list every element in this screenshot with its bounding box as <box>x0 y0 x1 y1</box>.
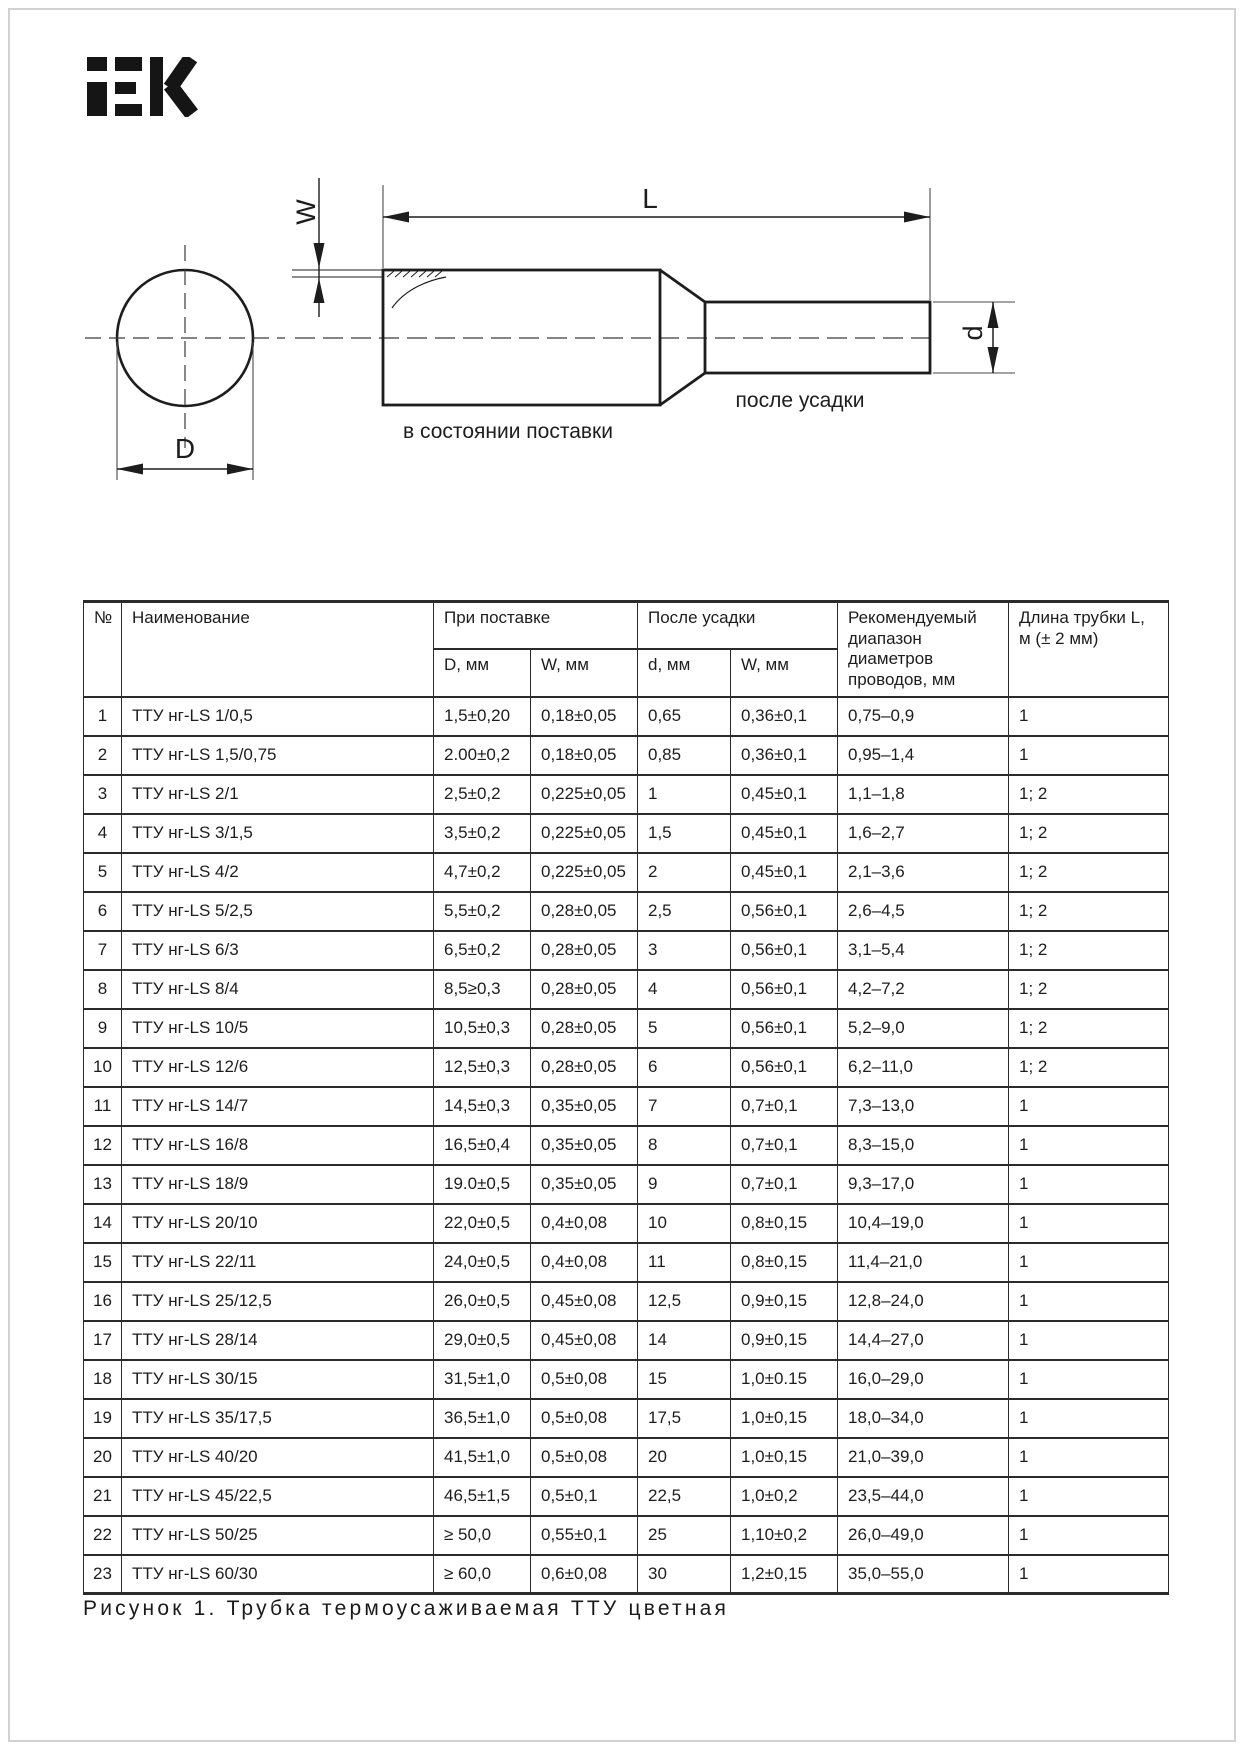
value-cell: 1; 2 <box>1009 931 1169 970</box>
value-cell: ≥ 50,0 <box>434 1516 531 1555</box>
row-number-cell: 10 <box>84 1048 122 1087</box>
value-cell: 8,3–15,0 <box>838 1126 1009 1165</box>
value-cell: 1,0±0.15 <box>731 1360 838 1399</box>
value-cell: 1 <box>1009 1282 1169 1321</box>
table-row <box>84 1321 1169 1360</box>
value-cell: 11,4–21,0 <box>838 1243 1009 1282</box>
value-cell: 0,56±0,1 <box>731 1009 838 1048</box>
logo-k-lower-arm <box>170 85 192 114</box>
value-cell: 1 <box>638 775 731 814</box>
row-number-cell: 12 <box>84 1126 122 1165</box>
value-cell: 1 <box>1009 1087 1169 1126</box>
value-cell: 1 <box>1009 1516 1169 1555</box>
value-cell: 1,5±0,20 <box>434 697 531 736</box>
header-name: Наименование <box>122 602 434 697</box>
header-d-mm: d, мм <box>638 649 731 697</box>
value-cell: 1,6–2,7 <box>838 814 1009 853</box>
header-num: № <box>84 602 122 697</box>
value-cell: 3 <box>638 931 731 970</box>
value-cell: 0,7±0,1 <box>731 1165 838 1204</box>
value-cell: 25 <box>638 1516 731 1555</box>
value-cell: 2,6–4,5 <box>838 892 1009 931</box>
value-cell: 6,5±0,2 <box>434 931 531 970</box>
row-number-cell: 11 <box>84 1087 122 1126</box>
table-row <box>84 697 1169 736</box>
value-cell: 8 <box>638 1126 731 1165</box>
logo-i-dot <box>87 57 107 71</box>
row-number-cell: 13 <box>84 1165 122 1204</box>
row-number-cell: 7 <box>84 931 122 970</box>
row-number-cell: 15 <box>84 1243 122 1282</box>
row-number-cell: 14 <box>84 1204 122 1243</box>
value-cell: 4 <box>638 970 731 1009</box>
header-tube-length: Длина трубки L, м (± 2 мм) <box>1009 602 1169 697</box>
value-cell: 0,225±0,05 <box>531 853 638 892</box>
spec-table-body <box>84 697 1169 1594</box>
value-cell: 1 <box>1009 1321 1169 1360</box>
value-cell: 0,6±0,08 <box>531 1555 638 1594</box>
product-name-cell: ТТУ нг-LS 40/20 <box>122 1438 434 1477</box>
value-cell: 2 <box>638 853 731 892</box>
d-arrow-left <box>117 464 143 475</box>
value-cell: 12,5 <box>638 1282 731 1321</box>
product-name-cell: ТТУ нг-LS 1,5/0,75 <box>122 736 434 775</box>
product-name-cell: ТТУ нг-LS 4/2 <box>122 853 434 892</box>
value-cell: 6,2–11,0 <box>838 1048 1009 1087</box>
value-cell: ≥ 60,0 <box>434 1555 531 1594</box>
value-cell: 14,4–27,0 <box>838 1321 1009 1360</box>
value-cell: 0,28±0,05 <box>531 892 638 931</box>
product-name-cell: ТТУ нг-LS 2/1 <box>122 775 434 814</box>
small-d-arrow-up <box>988 302 999 328</box>
product-name-cell: ТТУ нг-LS 50/25 <box>122 1516 434 1555</box>
value-cell: 0,4±0,08 <box>531 1204 638 1243</box>
value-cell: 0,35±0,05 <box>531 1087 638 1126</box>
logo-e-mid <box>115 82 136 94</box>
product-name-cell: ТТУ нг-LS 5/2,5 <box>122 892 434 931</box>
value-cell: 1 <box>1009 1438 1169 1477</box>
value-cell: 18,0–34,0 <box>838 1399 1009 1438</box>
small-d-arrow-down <box>988 347 999 373</box>
technical-drawing <box>0 150 1244 510</box>
value-cell: 2,5 <box>638 892 731 931</box>
value-cell: 19.0±0,5 <box>434 1165 531 1204</box>
tube-shrunk-body <box>705 302 930 373</box>
w-arrow-up <box>314 278 325 303</box>
value-cell: 26,0±0,5 <box>434 1282 531 1321</box>
table-row <box>84 1087 1169 1126</box>
row-number-cell: 4 <box>84 814 122 853</box>
value-cell: 0,75–0,9 <box>838 697 1009 736</box>
value-cell: 0,9±0,15 <box>731 1282 838 1321</box>
value-cell: 21,0–39,0 <box>838 1438 1009 1477</box>
table-row <box>84 931 1169 970</box>
value-cell: 1 <box>1009 1165 1169 1204</box>
table-row <box>84 1399 1169 1438</box>
value-cell: 1,0±0,15 <box>731 1399 838 1438</box>
value-cell: 20 <box>638 1438 731 1477</box>
row-number-cell: 20 <box>84 1438 122 1477</box>
value-cell: 11 <box>638 1243 731 1282</box>
value-cell: 5,2–9,0 <box>838 1009 1009 1048</box>
logo-e-top <box>115 57 142 71</box>
value-cell: 9,3–17,0 <box>838 1165 1009 1204</box>
value-cell: 0,225±0,05 <box>531 775 638 814</box>
value-cell: 1; 2 <box>1009 970 1169 1009</box>
value-cell: 0,56±0,1 <box>731 1048 838 1087</box>
w-arrow-down <box>314 243 325 268</box>
table-row <box>84 1126 1169 1165</box>
row-number-cell: 23 <box>84 1555 122 1594</box>
value-cell: 31,5±1,0 <box>434 1360 531 1399</box>
value-cell: 1,2±0,15 <box>731 1555 838 1594</box>
value-cell: 0,28±0,05 <box>531 1048 638 1087</box>
logo-k-stem <box>150 57 163 116</box>
value-cell: 14,5±0,3 <box>434 1087 531 1126</box>
value-cell: 0,36±0,1 <box>731 736 838 775</box>
label-D: D <box>174 433 196 464</box>
value-cell: 0,45±0,1 <box>731 853 838 892</box>
value-cell: 0,7±0,1 <box>731 1126 838 1165</box>
value-cell: 14 <box>638 1321 731 1360</box>
value-cell: 0,225±0,05 <box>531 814 638 853</box>
value-cell: 24,0±0,5 <box>434 1243 531 1282</box>
product-name-cell: ТТУ нг-LS 16/8 <box>122 1126 434 1165</box>
value-cell: 46,5±1,5 <box>434 1477 531 1516</box>
product-name-cell: ТТУ нг-LS 1/0,5 <box>122 697 434 736</box>
iek-logo <box>87 57 199 117</box>
header-W2-mm: W, мм <box>731 649 838 697</box>
value-cell: 0,36±0,1 <box>731 697 838 736</box>
l-arrow-left <box>383 212 409 223</box>
product-name-cell: ТТУ нг-LS 20/10 <box>122 1204 434 1243</box>
value-cell: 8,5≥0,3 <box>434 970 531 1009</box>
value-cell: 0,35±0,05 <box>531 1165 638 1204</box>
table-row <box>84 1360 1169 1399</box>
product-name-cell: ТТУ нг-LS 60/30 <box>122 1555 434 1594</box>
row-number-cell: 8 <box>84 970 122 1009</box>
taper-bottom <box>660 373 705 405</box>
product-name-cell: ТТУ нг-LS 14/7 <box>122 1087 434 1126</box>
header-recommended-range: Рекомендуемый диапазон диаметров проводов, мм <box>838 602 1009 697</box>
value-cell: 4,7±0,2 <box>434 853 531 892</box>
table-row <box>84 1165 1169 1204</box>
value-cell: 35,0–55,0 <box>838 1555 1009 1594</box>
value-cell: 0,55±0,1 <box>531 1516 638 1555</box>
value-cell: 9 <box>638 1165 731 1204</box>
value-cell: 30 <box>638 1555 731 1594</box>
table-row <box>84 1438 1169 1477</box>
row-number-cell: 22 <box>84 1516 122 1555</box>
value-cell: 1 <box>1009 1399 1169 1438</box>
value-cell: 0,7±0,1 <box>731 1087 838 1126</box>
value-cell: 17,5 <box>638 1399 731 1438</box>
value-cell: 1; 2 <box>1009 853 1169 892</box>
value-cell: 41,5±1,0 <box>434 1438 531 1477</box>
value-cell: 0,45±0,08 <box>531 1282 638 1321</box>
value-cell: 1,0±0,15 <box>731 1438 838 1477</box>
table-row <box>84 1009 1169 1048</box>
value-cell: 2,1–3,6 <box>838 853 1009 892</box>
row-number-cell: 3 <box>84 775 122 814</box>
product-name-cell: ТТУ нг-LS 18/9 <box>122 1165 434 1204</box>
value-cell: 0,28±0,05 <box>531 970 638 1009</box>
value-cell: 0,5±0,08 <box>531 1399 638 1438</box>
value-cell: 10,4–19,0 <box>838 1204 1009 1243</box>
value-cell: 0,9±0,15 <box>731 1321 838 1360</box>
value-cell: 23,5–44,0 <box>838 1477 1009 1516</box>
row-number-cell: 6 <box>84 892 122 931</box>
value-cell: 36,5±1,0 <box>434 1399 531 1438</box>
header-W-mm: W, мм <box>531 649 638 697</box>
value-cell: 6 <box>638 1048 731 1087</box>
product-name-cell: ТТУ нг-LS 12/6 <box>122 1048 434 1087</box>
product-name-cell: ТТУ нг-LS 3/1,5 <box>122 814 434 853</box>
value-cell: 16,5±0,4 <box>434 1126 531 1165</box>
value-cell: 1,0±0,2 <box>731 1477 838 1516</box>
value-cell: 3,5±0,2 <box>434 814 531 853</box>
value-cell: 0,95–1,4 <box>838 736 1009 775</box>
value-cell: 0,65 <box>638 697 731 736</box>
value-cell: 1,5 <box>638 814 731 853</box>
product-name-cell: ТТУ нг-LS 30/15 <box>122 1360 434 1399</box>
value-cell: 0,56±0,1 <box>731 931 838 970</box>
value-cell: 2,5±0,2 <box>434 775 531 814</box>
row-number-cell: 9 <box>84 1009 122 1048</box>
value-cell: 0,4±0,08 <box>531 1243 638 1282</box>
label-W: W <box>291 199 321 225</box>
value-cell: 1 <box>1009 697 1169 736</box>
product-name-cell: ТТУ нг-LS 28/14 <box>122 1321 434 1360</box>
row-number-cell: 18 <box>84 1360 122 1399</box>
table-row <box>84 1477 1169 1516</box>
value-cell: 0,45±0,1 <box>731 775 838 814</box>
value-cell: 2.00±0,2 <box>434 736 531 775</box>
value-cell: 0,45±0,08 <box>531 1321 638 1360</box>
value-cell: 1; 2 <box>1009 1009 1169 1048</box>
table-row <box>84 853 1169 892</box>
table-row <box>84 1204 1169 1243</box>
value-cell: 1 <box>1009 1360 1169 1399</box>
value-cell: 15 <box>638 1360 731 1399</box>
header-D-mm: D, мм <box>434 649 531 697</box>
value-cell: 29,0±0,5 <box>434 1321 531 1360</box>
value-cell: 4,2–7,2 <box>838 970 1009 1009</box>
value-cell: 0,18±0,05 <box>531 697 638 736</box>
value-cell: 0,5±0,1 <box>531 1477 638 1516</box>
table-row <box>84 775 1169 814</box>
value-cell: 10 <box>638 1204 731 1243</box>
value-cell: 0,56±0,1 <box>731 892 838 931</box>
label-supplied-state: в состоянии поставки <box>403 420 613 443</box>
value-cell: 0,8±0,15 <box>731 1243 838 1282</box>
label-L: L <box>642 183 658 214</box>
value-cell: 1 <box>1009 1204 1169 1243</box>
header-after-shrink: После усадки <box>638 602 838 650</box>
value-cell: 7 <box>638 1087 731 1126</box>
value-cell: 1 <box>1009 1243 1169 1282</box>
value-cell: 1; 2 <box>1009 814 1169 853</box>
table-row <box>84 1048 1169 1087</box>
product-name-cell: ТТУ нг-LS 25/12,5 <box>122 1282 434 1321</box>
product-name-cell: ТТУ нг-LS 45/22,5 <box>122 1477 434 1516</box>
table-row <box>84 814 1169 853</box>
value-cell: 1 <box>1009 1555 1169 1594</box>
row-number-cell: 2 <box>84 736 122 775</box>
value-cell: 1,1–1,8 <box>838 775 1009 814</box>
product-name-cell: ТТУ нг-LS 22/11 <box>122 1243 434 1282</box>
table-row <box>84 892 1169 931</box>
value-cell: 0,56±0,1 <box>731 970 838 1009</box>
table-row <box>84 1282 1169 1321</box>
l-arrow-right <box>904 212 930 223</box>
value-cell: 0,5±0,08 <box>531 1438 638 1477</box>
value-cell: 1 <box>1009 1126 1169 1165</box>
value-cell: 5,5±0,2 <box>434 892 531 931</box>
product-name-cell: ТТУ нг-LS 35/17,5 <box>122 1399 434 1438</box>
row-number-cell: 21 <box>84 1477 122 1516</box>
row-number-cell: 19 <box>84 1399 122 1438</box>
value-cell: 1; 2 <box>1009 1048 1169 1087</box>
value-cell: 1; 2 <box>1009 892 1169 931</box>
value-cell: 1; 2 <box>1009 775 1169 814</box>
taper-top <box>660 270 705 302</box>
table-row <box>84 1555 1169 1594</box>
figure-caption: Рисунок 1. Трубка термоусаживаемая ТТУ цветная <box>83 1597 730 1620</box>
value-cell: 1,10±0,2 <box>731 1516 838 1555</box>
value-cell: 26,0–49,0 <box>838 1516 1009 1555</box>
table-row <box>84 1243 1169 1282</box>
value-cell: 0,85 <box>638 736 731 775</box>
value-cell: 0,5±0,08 <box>531 1360 638 1399</box>
product-name-cell: ТТУ нг-LS 6/3 <box>122 931 434 970</box>
label-after-shrink: после усадки <box>735 389 865 412</box>
value-cell: 22,5 <box>638 1477 731 1516</box>
value-cell: 0,8±0,15 <box>731 1204 838 1243</box>
logo-e-bottom <box>115 104 142 116</box>
value-cell: 12,8–24,0 <box>838 1282 1009 1321</box>
value-cell: 22,0±0,5 <box>434 1204 531 1243</box>
row-number-cell: 17 <box>84 1321 122 1360</box>
value-cell: 0,28±0,05 <box>531 1009 638 1048</box>
value-cell: 1 <box>1009 1477 1169 1516</box>
logo-i-stem <box>87 82 107 116</box>
header-at-delivery: При поставке <box>434 602 638 650</box>
product-name-cell: ТТУ нг-LS 8/4 <box>122 970 434 1009</box>
row-number-cell: 16 <box>84 1282 122 1321</box>
spec-table <box>83 600 1169 1595</box>
product-name-cell: ТТУ нг-LS 10/5 <box>122 1009 434 1048</box>
value-cell: 0,35±0,05 <box>531 1126 638 1165</box>
tube-supplied-body <box>383 270 660 405</box>
value-cell: 3,1–5,4 <box>838 931 1009 970</box>
row-number-cell: 1 <box>84 697 122 736</box>
label-small-d: d <box>958 325 988 341</box>
value-cell: 10,5±0,3 <box>434 1009 531 1048</box>
table-row <box>84 1516 1169 1555</box>
value-cell: 5 <box>638 1009 731 1048</box>
value-cell: 12,5±0,3 <box>434 1048 531 1087</box>
value-cell: 16,0–29,0 <box>838 1360 1009 1399</box>
table-row <box>84 970 1169 1009</box>
value-cell: 0,45±0,1 <box>731 814 838 853</box>
value-cell: 0,28±0,05 <box>531 931 638 970</box>
value-cell: 7,3–13,0 <box>838 1087 1009 1126</box>
value-cell: 1 <box>1009 736 1169 775</box>
row-number-cell: 5 <box>84 853 122 892</box>
table-row <box>84 736 1169 775</box>
value-cell: 0,18±0,05 <box>531 736 638 775</box>
d-arrow-right <box>227 464 253 475</box>
